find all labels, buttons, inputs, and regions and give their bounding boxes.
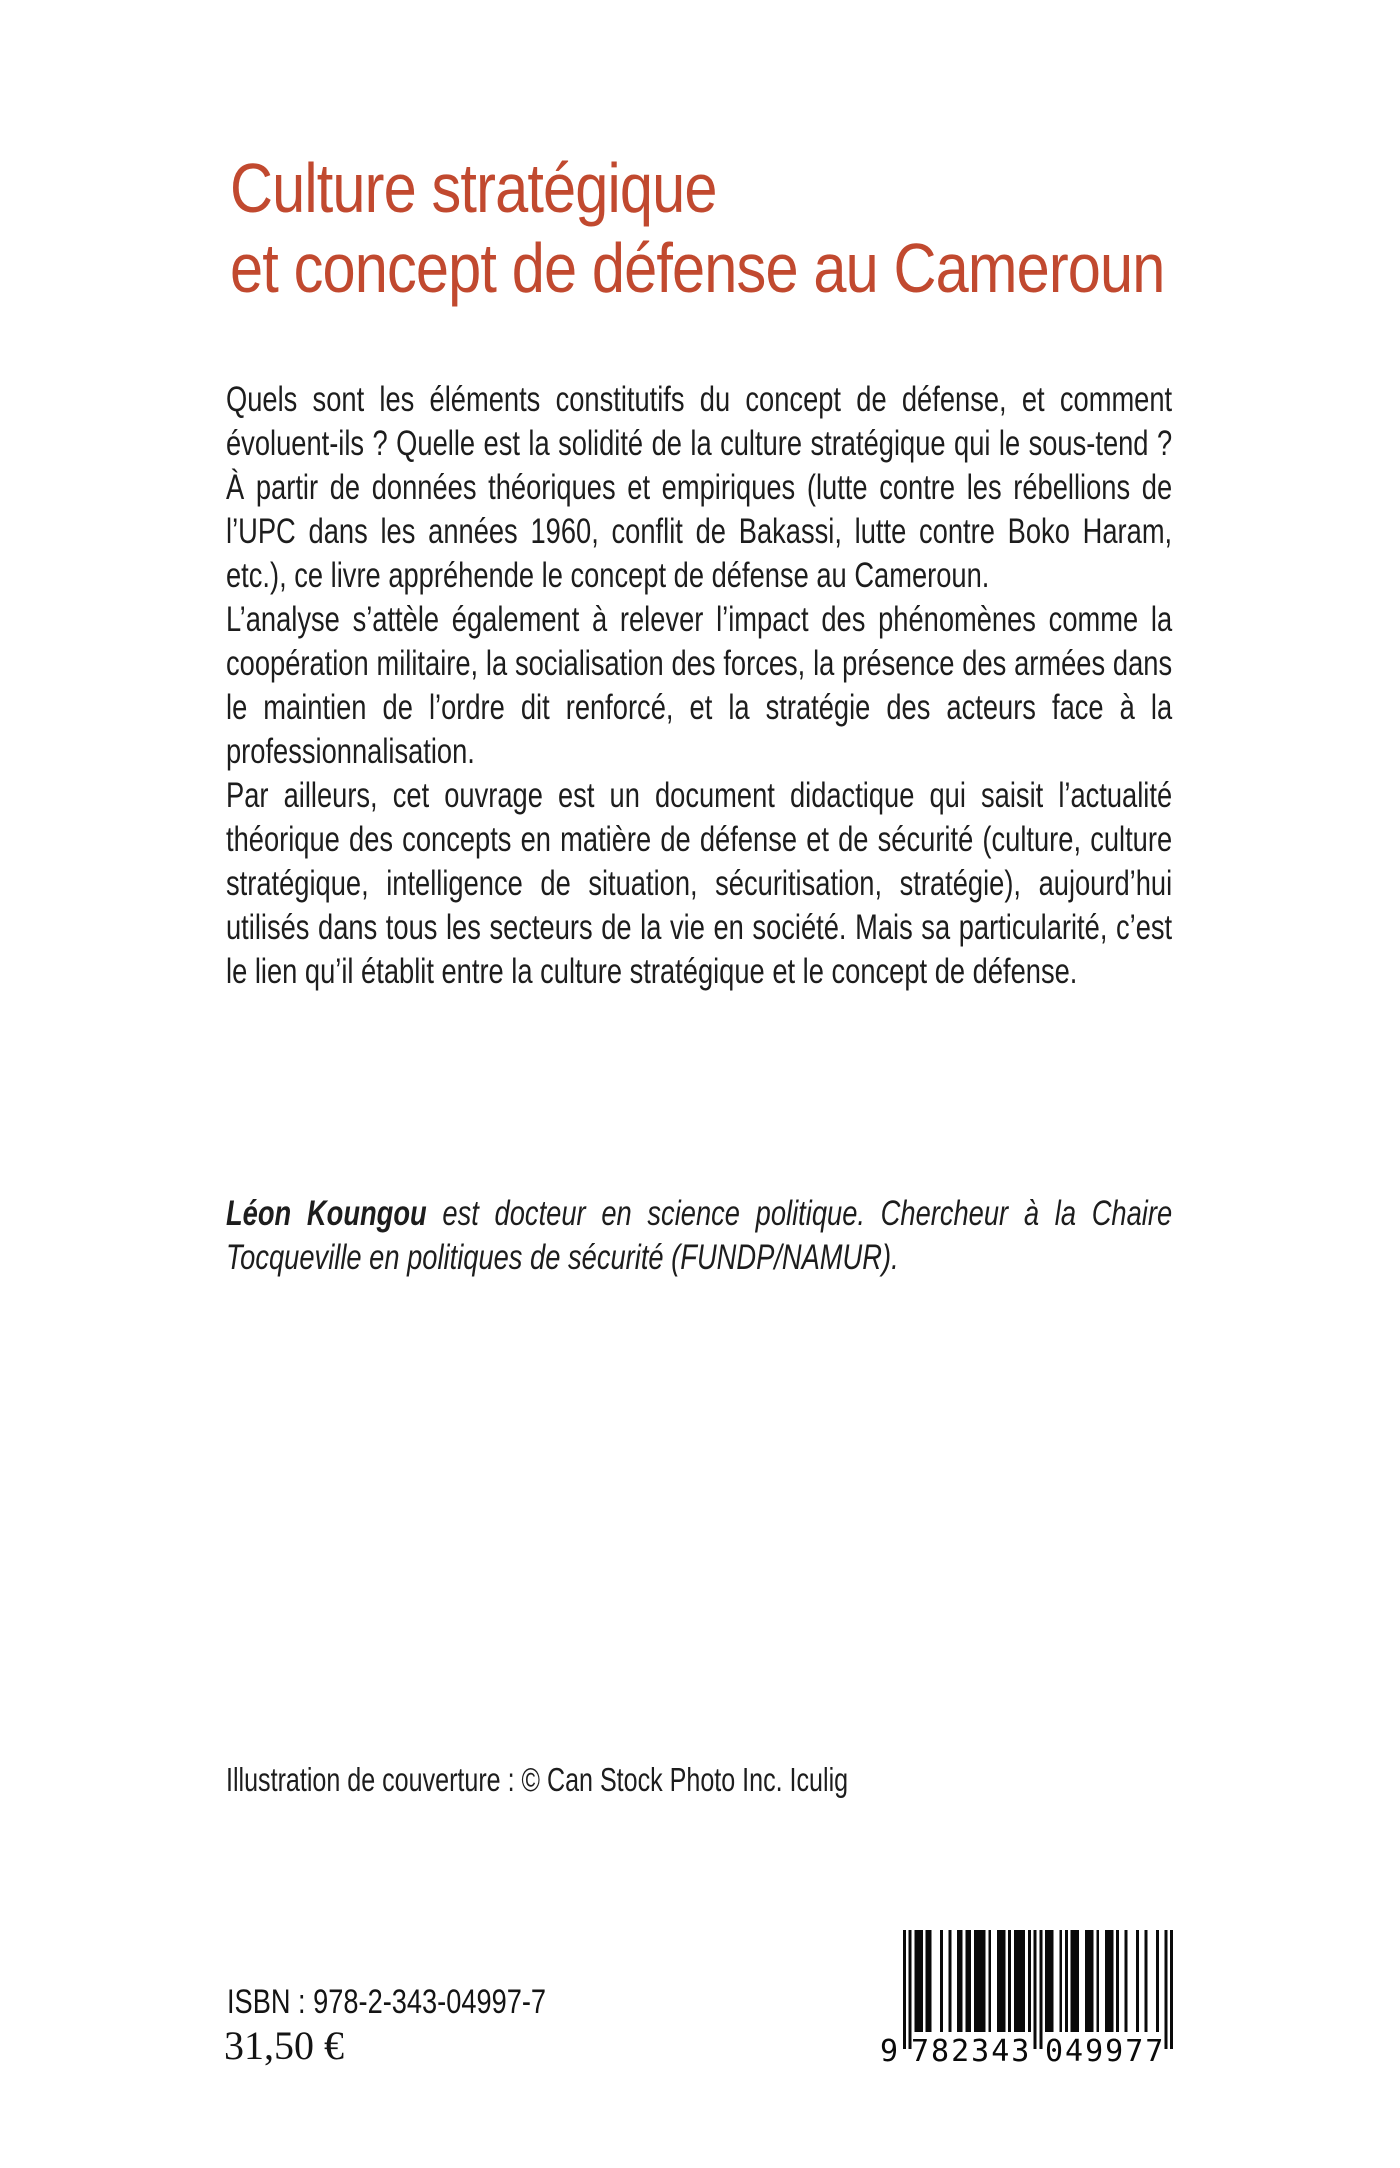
book-title-line-2: et concept de défense au Cameroun [230, 229, 1165, 307]
barcode-digits-right: 049977 [1045, 2034, 1166, 2069]
isbn-label: ISBN : 978-2-343-04997-7 [227, 1983, 547, 2021]
barcode-bars [903, 1930, 1173, 2049]
barcode-digit-first: 9 [879, 2034, 898, 2069]
book-title-line-1: Culture stratégique [230, 149, 717, 227]
barcode-digits-left: 782343 [911, 2034, 1032, 2069]
cover-illustration-credit: Illustration de couverture : © Can Stock Photo Inc. Iculig [226, 1761, 849, 1798]
synopsis [226, 378, 1172, 994]
author-bio-text: est docteur en science politique. Chercheur à la Chaire Tocqueville en politiques de sécurité (FUNDP/NAMUR). [226, 1194, 1173, 1277]
book-title [230, 148, 1165, 308]
ean13-barcode [870, 1930, 1173, 2070]
synopsis-paragraph: Quels sont les éléments constitutifs du concept de défense, et comment évoluent-ils ? Quelle est la solidité de la culture stratégique qui le sous-tend ? À partir de données théoriques et empiriques (lutte contre les rébellions de l’UPC dans les années 1960, conflit de Bakassi, lutte contre Boko Haram, etc.), ce livre appréhende le concept de défense au Cameroun. [226, 380, 1173, 595]
author-bio [226, 1192, 1172, 1280]
price-label: 31,50 € [224, 2023, 344, 2068]
author-name: Léon Koungou [226, 1194, 427, 1233]
synopsis-paragraph: L’analyse s’attèle également à relever l’impact des phénomènes comme la coopération militaire, la socialisation des forces, la présence des armées dans le maintien de l’ordre dit renforcé, et la stratégie des acteurs face à la professionnalisation. [226, 600, 1173, 771]
synopsis-paragraph: Par ailleurs, cet ouvrage est un document didactique qui saisit l’actualité théorique des concepts en matière de défense et de sécurité (culture, culture stratégique, intelligence de situation, sécuritisation, stratégie), aujourd’hui utilisés dans tous les secteurs de la vie en société. Mais sa particularité, c’est le lien qu’il établit entre la culture stratégique et le concept de défense. [226, 776, 1173, 991]
